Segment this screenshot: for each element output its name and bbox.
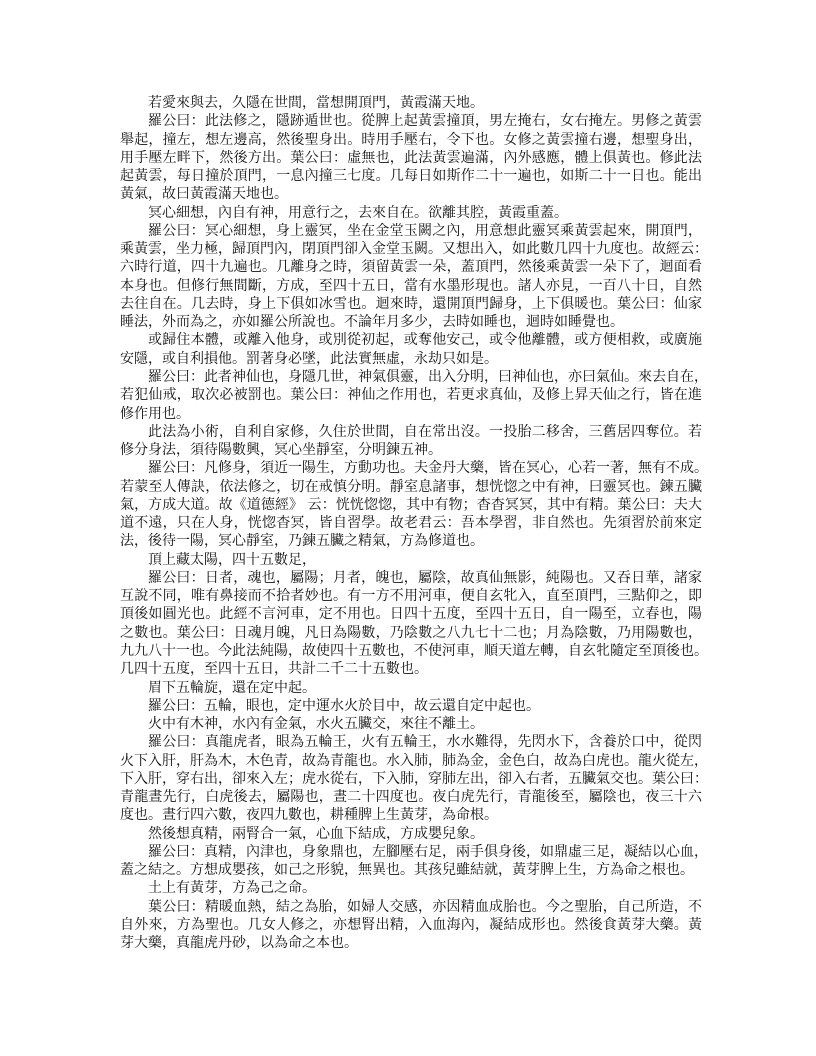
text-line: 度也。晝行四六數，夜四九數也，耕種脾上生黃芽，為命根。 <box>120 807 498 824</box>
text-line: 下入肝，穿右出，卻來入左；虎水從右，下入肺，穿肺左出，卻入右者，五臟氣交也。葉公曰： <box>120 770 708 787</box>
paragraph <box>120 331 702 368</box>
text-line: 之數也。葉公曰：日魂月魄，凡日為陽數，乃陰數之八九七十二也；月為陰數，乃用陽數也， <box>120 624 702 641</box>
paragraph <box>120 569 708 679</box>
paragraph <box>120 898 702 953</box>
text-line: 羅公曰：五輪，眼也，定中運水火於目中，故云還自定中起也。 <box>148 697 540 714</box>
text-line: 九九八十一也。今此法純陽，故使四十五數也，不使河車，順天道左轉，自玄牝隨定至頂後也。 <box>120 642 708 659</box>
paragraph <box>120 94 702 112</box>
text-line: 火下入肝，肝為木，木色青，故為青龍也。水入肺，肺為金，金色白，故為白虎也。龍火從左， <box>120 752 708 769</box>
paragraph <box>120 112 702 203</box>
text-line: 羅公曰：日者，魂也，屬陽；月者，魄也，屬陰，故真仙無影，純陽也。又吞日華，諸家 <box>148 569 702 586</box>
paragraph <box>120 423 702 460</box>
text-line: 若蒙至人傳訣，依法修之，切在戒慎分明。靜室息諸事，想恍惚之中有神，曰靈冥也。鍊五臟 <box>120 478 702 495</box>
text-line: 舉起，撞左，想左邊高，然後聖身出。時用手壓右，令下也。女修之黃雲撞右邊，想聖身出， <box>120 131 702 148</box>
text-line: 修作用也。 <box>120 405 190 422</box>
paragraph <box>120 825 702 843</box>
text-line: 蓋之結之。方想成嬰孩，如己之形貌，無異也。其孩兒雖結就，黃芽脾上生，方為命之根也。 <box>120 862 694 879</box>
text-line: 氣，方成大道。故《道德經》 云：恍恍惚惚，其中有物；杳杳冥冥，其中有精。葉公曰：夫大 <box>120 496 702 513</box>
text-line: 乘黃雲，坐力極，歸頂門內，閉頂門卻入金堂玉闕。又想出入，如此數几四十九度也。故經云： <box>120 241 708 258</box>
text-line: 本身也。但修行無間斷，方成，至四十五日，當有水墨形現也。諸人亦見，一百八十日，自然 <box>120 277 702 294</box>
paragraph <box>120 222 708 332</box>
text-line: 睡法，外而為之，亦如羅公所說也。不論年月多少，去時如睡也，迴時如睡覺也。 <box>120 314 624 331</box>
text-line: 若愛來與去，久隱在世間，當想開頂門，黃霞滿天地。 <box>148 95 484 111</box>
text-line: 六時行道，四十九遍也。几離身之時，須留黃雲一朵，蓋頂門，然後乘黃雲一朵下了，迴面看 <box>120 259 702 276</box>
paragraph <box>120 204 702 222</box>
text-line: 火中有木神，水內有金氣，水火五臟交，來往不離土。 <box>148 716 484 733</box>
text-line: 道不遠，只在人身，恍惚杳冥，皆自習學。故老君云：吾本學習，非自然也。先須習於前來定 <box>120 515 702 532</box>
text-line: 用手壓左畔下，然後方出。葉公曰：虛無也，此法黃雲遍滿，內外感應，體上俱黃也。修此法 <box>120 149 702 166</box>
paragraph <box>120 697 702 715</box>
text-line: 法，後待一陽，冥心靜室，乃鍊五臟之精氣，方為修道也。 <box>120 533 484 550</box>
text-line: 修分身法，須待陽數興，冥心坐靜室，分明鍊五神。 <box>120 442 442 459</box>
text-line: 羅公曰：真精，內津也，身象鼎也，左腳壓右足，兩手俱身後，如鼎虛三足，凝結以心血， <box>148 843 708 860</box>
text-line: 羅公曰：冥心細想，身上靈冥，坐在金堂玉闕之內，用意想此靈冥乘黃雲起來，開頂門， <box>148 222 702 239</box>
text-line: 眉下五輪旋，還在定中起。 <box>148 679 316 696</box>
text-line: 此法為小術，自利自家修，久住於世間，自在常出沒。一投胎二移舍，三舊居四奪位。若 <box>148 423 702 440</box>
text-line: 羅公曰：此法修之，隱跡遁世也。從脾上起黃雲撞頂，男左掩右，女右掩左。男修之黃雲 <box>148 113 702 130</box>
text-line: 頂上藏太陽，四十五數足， <box>148 551 316 568</box>
text-line: 几四十五度，至四十五日，共計二千二十五數也。 <box>120 661 428 678</box>
paragraph <box>120 715 702 733</box>
paragraph <box>120 679 702 697</box>
text-line: 羅公曰：凡修身，須近一陽生，方動功也。夫金丹大藥，皆在冥心，心若一著，無有不成。 <box>148 460 708 477</box>
text-line: 起黃雲，每日撞於頂門，一息內撞三七度。几每日如斯作二十一遍也，如斯二十一日也。能出 <box>120 168 702 185</box>
text-line: 若犯仙戒，取次必被罰也。葉公曰：神仙之作用也，若更求真仙，及修上昇天仙之行，皆在進 <box>120 387 702 404</box>
text-line: 冥心細想，內自有神，用意行之，去來自在。欲離其腔，黃霞重蓋。 <box>148 204 568 221</box>
text-line: 葉公曰：精暖血熱，結之為胎，如婦人交感，亦因精血成胎也。今之聖胎，自己所造，不 <box>148 898 702 915</box>
text-line: 然後想真精，兩腎合一氣，心血下結成，方成嬰兒象。 <box>148 825 484 842</box>
text-line: 芽大藥，真龍虎丹砂，以為命之本也。 <box>120 935 358 952</box>
paragraph <box>120 368 708 423</box>
document-body <box>120 94 708 952</box>
text-line: 自外來，方為聖也。几女人修之，亦想腎出精，入血海內，凝結成形也。然後食黃芽大藥。黃 <box>120 916 702 933</box>
text-line: 青龍晝先行，白虎後去，屬陽也，晝二十四度也。夜白虎先行，青龍後至，屬陰也，夜三十六 <box>120 789 702 806</box>
text-line: 安隱，或自利損他。罰著身必墜，此法實無虛，永劫只如是。 <box>120 350 498 367</box>
text-line: 頂後如圓光也。此經不言河車，定不用也。日四十五度，至四十五日，自一陽至，立春也，陽 <box>120 606 702 623</box>
text-line: 或歸住本體，或離入他身，或別從初起，或奪他安己，或令他離體，或方便相救，或廣施 <box>148 332 702 349</box>
text-line: 土上有黃芽，方為己之命。 <box>148 880 316 897</box>
paragraph <box>120 459 708 550</box>
text-line: 羅公曰：真龍虎者，眼為五輪王，火有五輪王，水水難得，先閃水下，含養於口中，從閃 <box>148 734 702 751</box>
text-line: 黃氣，故曰黃霞滿天地也。 <box>120 186 288 203</box>
text-line: 去往自在。几去時，身上下俱如冰雪也。迴來時，還開頂門歸身，上下俱暖也。葉公曰：仙家 <box>120 295 702 312</box>
paragraph <box>120 733 708 824</box>
paragraph <box>120 843 708 880</box>
text-line: 互說不同，唯有鼻接而不拾者妙也。有一方不用河車，便自玄牝入，直至頂門，三點仰之，即 <box>120 588 702 605</box>
paragraph <box>120 551 702 569</box>
paragraph <box>120 879 702 897</box>
text-line: 羅公曰：此者神仙也，身隱几世，神氣俱靈，出入分明，曰神仙也，亦曰氣仙。來去自在， <box>148 368 708 385</box>
